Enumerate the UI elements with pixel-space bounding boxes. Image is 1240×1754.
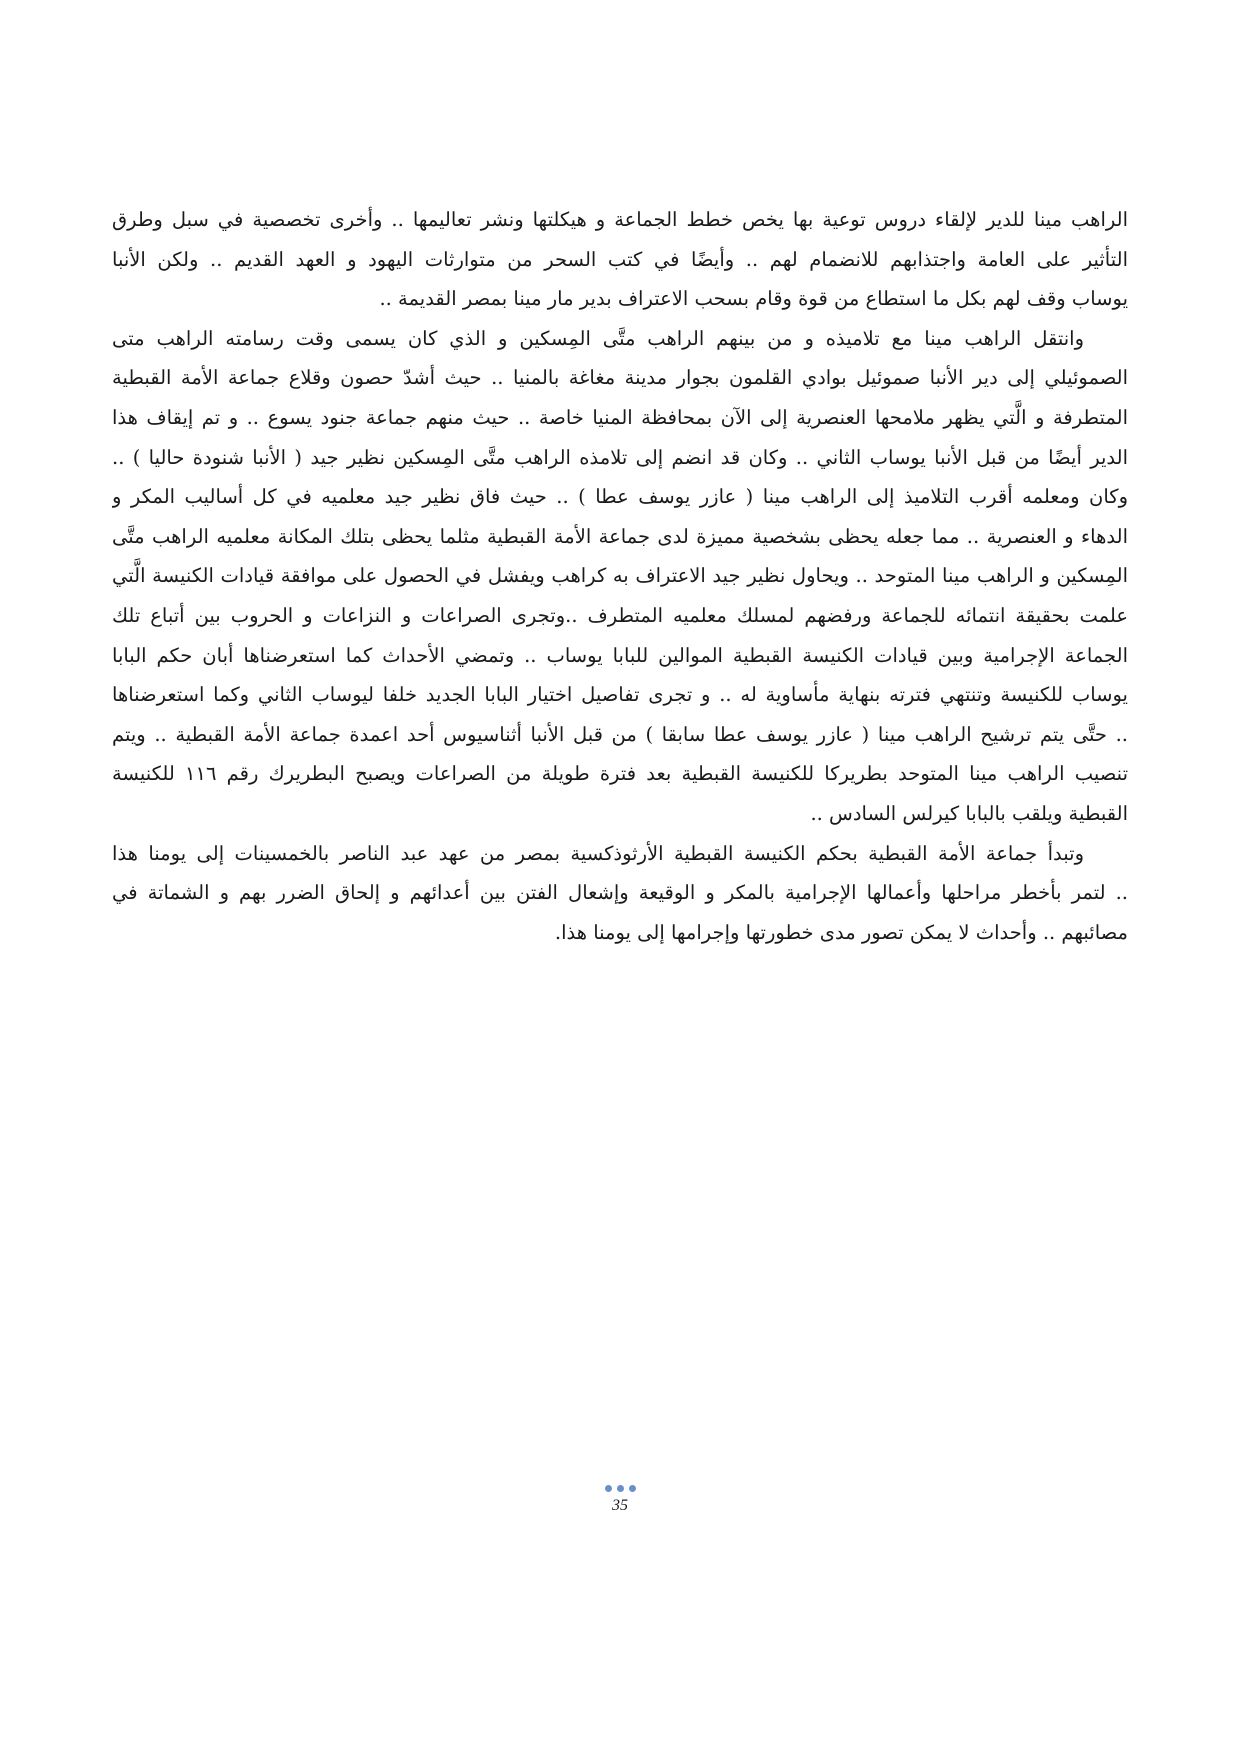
text-line: .. لتمر بأخطر مراحلها وأعمالها الإجرامية بالمكر و الوقيعة وإشعال الفتن بين أعدائهم و إلحاق الضرر بهم و الشماتة في (112, 881, 1128, 905)
text-line: تنصيب الراهب مينا المتوحد بطريركا للكنيسة القبطية بعد فترة طويلة من الصراعات ويصبح البطريرك رقم ١١٦ للكنيسة (112, 762, 1128, 786)
text-line: علمت بحقيقة انتمائه للجماعة ورفضهم لمسلك معلميه المتطرف ..وتجرى الصراعات و النزاعات و الحروب بين أتباع تلك (112, 603, 1128, 627)
text-line: الراهب مينا للدير لإلقاء دروس توعية بها يخص خطط الجماعة و هيكلتها ونشر تعاليمها .. وأخرى تخصصية في سبل وطرق (112, 208, 1128, 231)
page-number: 35 (612, 1497, 628, 1514)
text-line: وكان ومعلمه أقرب التلاميذ إلى الراهب مينا ( عازر يوسف عطا ) .. حيث فاق نظير جيد معلميه في كل أساليب المكر و (112, 485, 1128, 509)
text-line: يوساب وقف لهم بكل ما استطاع من قوة وقام بسحب الاعتراف بدير مار مينا بمصر القديمة .. (379, 287, 1128, 311)
paragraph-1 (112, 200, 1128, 319)
dot (617, 1485, 624, 1492)
dot (629, 1485, 636, 1492)
text-line: القبطية ويلقب بالبابا كيرلس السادس .. (810, 801, 1128, 825)
text-line: التأثير على العامة واجتذابهم للانضمام لهم .. وأيضًا في كتب السحر من متوارثات اليهود و العهد القديم .. ولكن الأنبا (112, 247, 1128, 271)
paragraph-2 (112, 319, 1128, 834)
text-line: وتبدأ جماعة الأمة القبطية بحكم الكنيسة القبطية الأرثوذكسية بمصر من عهد عبد الناصر بالخمسينات إلى يومنا هذا (112, 841, 1084, 865)
text-line: الجماعة الإجرامية وبين قيادات الكنيسة القبطية الموالين للبابا يوساب .. وتمضي الأحداث كما استعرضناها أبان حكم البابا (112, 643, 1128, 667)
page-footer (0, 1485, 1240, 1515)
dot (605, 1485, 612, 1492)
text-line: وانتقل الراهب مينا مع تلاميذه و من بينهم الراهب متَّى المِسكين و الذي كان يسمى وقت رسامته الراهب متى (112, 326, 1084, 350)
text-line: الدهاء و العنصرية .. مما جعله يحظى بشخصية مميزة لدى جماعة الأمة القبطية مثلما يحظى بتلك المكانة معلميه الراهب متَّى (112, 524, 1128, 548)
body-text (112, 200, 1128, 952)
text-line: يوساب للكنيسة وتنتهي فترته بنهاية مأساوية له .. و تجرى تفاصيل اختيار البابا الجديد خلفا ليوساب الثاني وكما استعرضناها (112, 683, 1128, 707)
text-line: الدير أيضًا من قبل الأنبا يوساب الثاني .. وكان قد انضم إلى تلامذه الراهب متَّى المِسكين نظير جيد ( الأنبا شنودة حاليا ) .. (112, 445, 1128, 469)
text-line: .. حتَّى يتم ترشيح الراهب مينا ( عازر يوسف عطا سابقا ) من قبل الأنبا أثناسيوس أحد اعمدة جماعة الأمة القبطية .. ويتم (112, 722, 1128, 746)
paragraph-3 (112, 834, 1128, 953)
text-line: المتطرفة و الَّتي يظهر ملامحها العنصرية إلى الآن بمحافظة المنيا خاصة .. حيث منهم جماعة جنود يسوع .. و تم إيقاف هذا (112, 405, 1128, 429)
text-line: المِسكين و الراهب مينا المتوحد .. ويحاول نظير جيد الاعتراف به كراهب ويفشل في الحصول على موافقة قيادات الكنيسة الَّتي (112, 564, 1128, 588)
text-line: مصائبهم .. وأحداث لا يمكن تصور مدى خطورتها وإجرامها إلى يومنا هذا. (554, 920, 1128, 944)
three-dots-icon (0, 1485, 1240, 1495)
text-line: الصموئيلي إلى دير الأنبا صموئيل بوادي القلمون بجوار مدينة مغاغة بالمنيا .. حيث أشدّ حصون وقلاع جماعة الأمة القبطية (112, 366, 1128, 390)
